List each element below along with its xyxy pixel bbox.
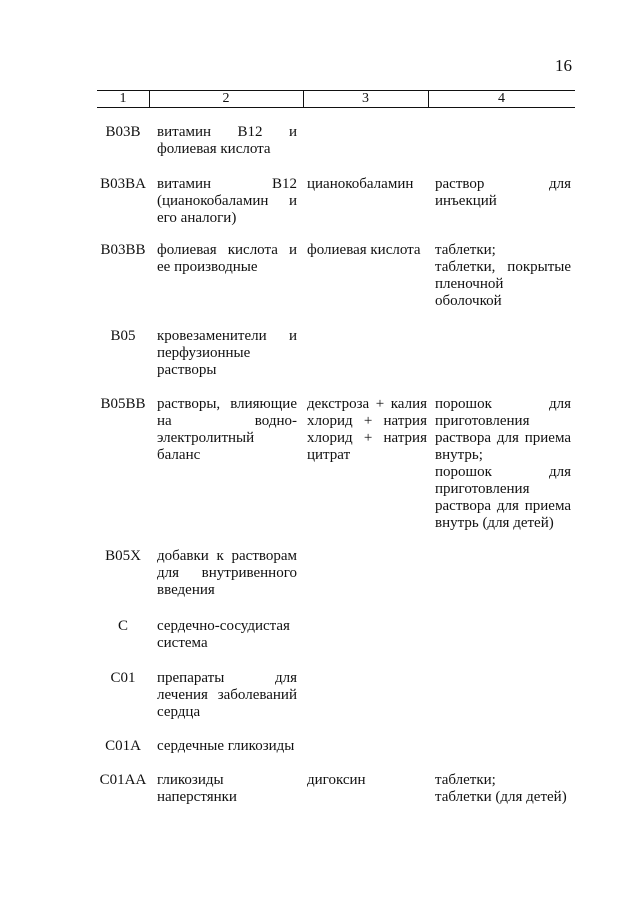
substance-name-line: цитрат xyxy=(307,447,351,463)
header-col-4: 4 xyxy=(498,91,505,106)
dosage-forms-line: порошок для xyxy=(435,464,571,480)
atc-code: C01A xyxy=(105,738,141,754)
dosage-forms xyxy=(435,772,571,806)
atc-group-name-line: растворы, влияющие xyxy=(157,396,297,412)
dosage-forms-line: оболочкой xyxy=(435,293,502,309)
substance-name xyxy=(307,396,427,464)
substance-name-line: декстроза + калия xyxy=(307,396,427,412)
header-col-1: 1 xyxy=(119,91,127,106)
atc-code: B03BA xyxy=(100,176,146,192)
dosage-forms-line: пленочной xyxy=(435,276,504,292)
atc-group-name-line: перфузионные xyxy=(157,345,251,361)
atc-group-name-line: сердца xyxy=(157,704,201,720)
substance-name-line: дигоксин xyxy=(307,772,366,788)
atc-group-name xyxy=(157,328,297,379)
dosage-forms-line: таблетки (для детей) xyxy=(435,789,567,805)
atc-group-name-line: на водно- xyxy=(157,413,297,429)
dosage-forms-line: раствора для приема xyxy=(435,498,571,514)
dosage-forms-line: порошок для xyxy=(435,396,571,412)
atc-group-name-line: витамин B12 xyxy=(157,176,297,192)
atc-group-name-line: кровезаменители и xyxy=(157,328,297,344)
atc-group-name xyxy=(157,124,297,158)
page-number: 16 xyxy=(555,56,572,75)
atc-group-name xyxy=(157,772,297,806)
substance-name-line: хлорид + натрия xyxy=(307,430,427,446)
atc-group-name-line: лечения заболеваний xyxy=(157,687,297,703)
substance-name-line: хлорид + натрия xyxy=(307,413,427,429)
atc-group-name xyxy=(157,670,297,721)
table-header xyxy=(97,90,575,108)
dosage-forms-line: таблетки; xyxy=(435,772,496,788)
dosage-forms-line: раствора для приема xyxy=(435,430,571,446)
dosage-forms xyxy=(435,242,571,310)
atc-group-name-line: баланс xyxy=(157,447,201,463)
atc-code: C01AA xyxy=(99,772,147,788)
atc-group-name-line: препараты для xyxy=(157,670,297,686)
atc-code: B05X xyxy=(105,548,141,564)
atc-code: B05 xyxy=(110,328,136,344)
atc-group-name-line: фолиевая кислота xyxy=(157,141,271,157)
atc-group-name-line: электролитный xyxy=(157,430,255,446)
atc-group-name xyxy=(157,618,297,652)
substance-name-line: цианокобаламин xyxy=(307,176,414,192)
atc-group-name xyxy=(157,176,297,227)
atc-code: B05BB xyxy=(100,396,146,412)
header-col-3: 3 xyxy=(362,91,369,106)
dosage-forms-line: внутрь (для детей) xyxy=(435,515,554,531)
atc-group-name-line: введения xyxy=(157,582,215,598)
substance-name-line: фолиевая кислота xyxy=(307,242,421,258)
atc-group-name-line: его аналоги) xyxy=(157,210,237,226)
atc-group-name-line: витамин B12 и xyxy=(157,124,297,140)
substance-name xyxy=(307,242,427,259)
atc-group-name-line: фолиевая кислота и xyxy=(157,242,297,258)
atc-group-name-line: сердечные гликозиды xyxy=(157,738,295,754)
atc-group-name-line: наперстянки xyxy=(157,789,237,805)
dosage-forms-line: приготовления xyxy=(435,481,530,497)
dosage-forms-line: таблетки; xyxy=(435,242,496,258)
atc-group-name xyxy=(157,548,297,599)
atc-group-name xyxy=(157,396,297,464)
atc-group-name xyxy=(157,242,297,276)
dosage-forms-line: внутрь; xyxy=(435,447,483,463)
dosage-forms-line: таблетки, покрытые xyxy=(435,259,571,275)
atc-group-name-line: растворы xyxy=(157,362,217,378)
substance-name xyxy=(307,772,427,789)
atc-code: B03B xyxy=(105,124,141,140)
atc-group-name-line: для внутривенного xyxy=(157,565,297,581)
atc-group-name-line: гликозиды xyxy=(157,772,224,788)
header-col-2: 2 xyxy=(222,91,230,106)
dosage-forms-line: инъекций xyxy=(435,193,497,209)
atc-group-name-line: сердечно-сосудистая xyxy=(157,618,290,634)
atc-group-name-line: добавки к растворам xyxy=(157,548,297,564)
dosage-forms xyxy=(435,176,571,210)
atc-group-name-line: система xyxy=(157,635,208,651)
substance-name xyxy=(307,176,427,193)
atc-code: C xyxy=(117,618,128,634)
atc-code: B03BB xyxy=(100,242,146,258)
atc-code: C01 xyxy=(110,670,136,686)
atc-group-name xyxy=(157,738,297,755)
dosage-forms-line: приготовления xyxy=(435,413,530,429)
atc-group-name-line: (цианокобаламин и xyxy=(157,193,297,209)
atc-group-name-line: ее производные xyxy=(157,259,258,275)
dosage-forms xyxy=(435,396,571,532)
dosage-forms-line: раствор для xyxy=(435,176,571,192)
